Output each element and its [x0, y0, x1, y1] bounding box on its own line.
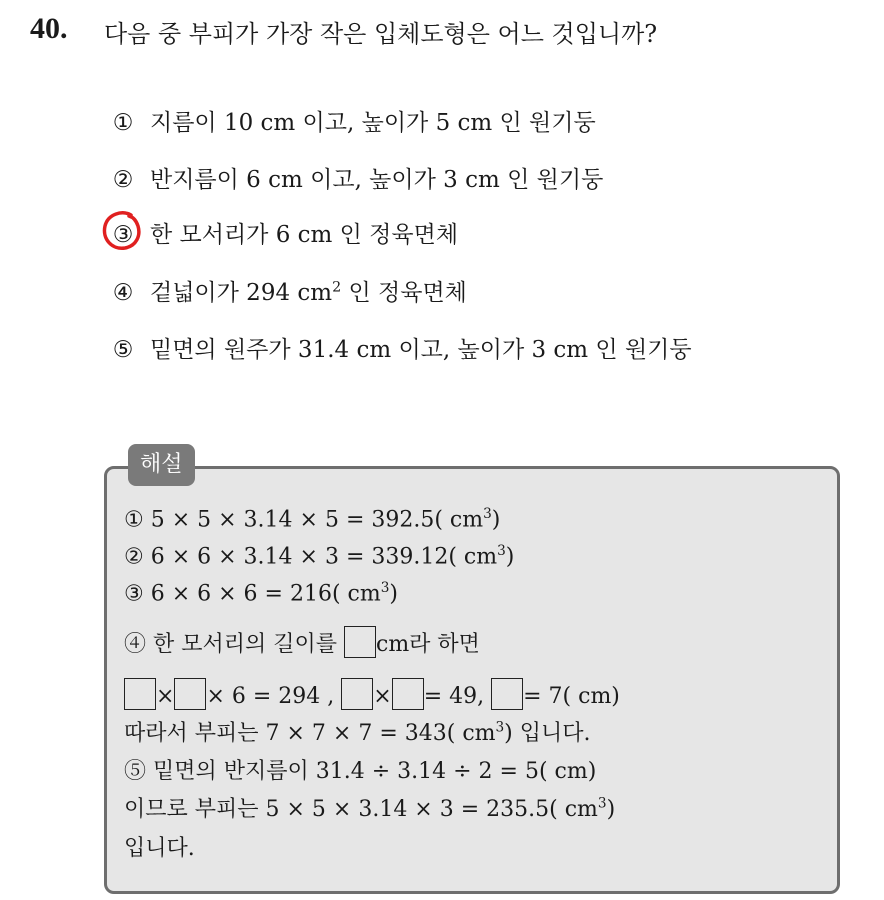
- solution-line-6-sup: 3: [495, 719, 505, 736]
- solution-line-3-text: ③ 6 × 6 × 6 = 216( cm: [124, 581, 381, 607]
- choice-2[interactable]: [108, 161, 603, 194]
- choice-1-text: 지름이 10 cm 이고, 높이가 5 cm 인 원기둥: [150, 110, 596, 136]
- question-text: 다음 중 부피가 가장 작은 입체도형은 어느 것입니까?: [104, 20, 658, 48]
- solution-line-9: [124, 831, 195, 862]
- solution-line-8-sup: 3: [597, 795, 607, 812]
- choice-3[interactable]: [108, 216, 458, 249]
- choice-2-text: 반지름이 6 cm 이고, 높이가 3 cm 인 원기둥: [150, 167, 604, 193]
- blank-box: [491, 678, 523, 710]
- solution-line-4-pre: ④ 한 모서리의 길이를: [124, 632, 344, 657]
- solution-line-4: [124, 626, 480, 658]
- choice-4-mark: ④: [112, 280, 134, 306]
- solution-line-5-seg3: ×: [373, 684, 392, 709]
- solution-line-5-seg2: × 6 = 294 ,: [206, 684, 335, 709]
- choice-3-text: 한 모서리가 6 cm 인 정육면체: [150, 222, 459, 248]
- choice-5-text: 밑면의 원주가 31.4 cm 이고, 높이가 3 cm 인 원기둥: [150, 337, 692, 363]
- choice-2-mark: ②: [112, 167, 134, 193]
- solution-line-2-text: ② 6 × 6 × 3.14 × 3 = 339.12( cm: [124, 544, 498, 570]
- choice-4-sup: 2: [332, 279, 342, 296]
- solution-line-3-sup: 3: [380, 580, 390, 596]
- choice-3-mark: ③: [112, 222, 134, 248]
- solution-line-9-text: 입니다.: [124, 836, 195, 861]
- blank-box: [174, 678, 206, 710]
- blank-box: [124, 678, 156, 710]
- solution-line-3-after: ): [389, 581, 398, 607]
- choice-1[interactable]: [108, 104, 596, 137]
- solution-line-2-after: ): [505, 544, 515, 570]
- solution-line-3: [124, 580, 398, 606]
- choice-5-mark: ⑤: [112, 337, 134, 363]
- solution-line-6-text: 따라서 부피는 7 × 7 × 7 = 343( cm: [124, 721, 496, 746]
- solution-line-1-after: ): [491, 507, 501, 533]
- solution-line-2: [124, 543, 514, 569]
- solution-line-5-seg4: = 49,: [423, 684, 485, 709]
- solution-line-8: [124, 792, 615, 823]
- solution-line-4-post: cm라 하면: [376, 632, 480, 657]
- solution-line-1-sup: 3: [483, 506, 492, 522]
- solution-line-6: [124, 716, 591, 747]
- choice-4[interactable]: [108, 274, 467, 307]
- solution-line-7-text: ⑤ 밑면의 반지름이 31.4 ÷ 3.14 ÷ 2 = 5( cm): [124, 759, 597, 784]
- solution-label: 해설: [128, 444, 195, 486]
- blank-box: [344, 626, 376, 658]
- solution-line-8-after: ): [606, 797, 616, 822]
- solution-line-8-text: 이므로 부피는 5 × 5 × 3.14 × 3 = 235.5( cm: [124, 797, 598, 822]
- question-number: 40.: [30, 12, 68, 45]
- choice-4-after: 인 정육면체: [341, 280, 467, 306]
- solution-line-5-seg1: ×: [156, 684, 175, 709]
- blank-box: [341, 678, 373, 710]
- blank-box: [392, 678, 424, 710]
- solution-line-6-after: ) 입니다.: [504, 721, 591, 746]
- solution-line-1: [124, 506, 500, 532]
- answer-circle-mark: [100, 209, 144, 253]
- choice-4-text: 겉넓이가 294 cm: [150, 280, 333, 306]
- choice-1-mark: ①: [112, 110, 134, 136]
- solution-line-5-seg5: = 7( cm): [523, 684, 620, 709]
- solution-line-5: [124, 678, 620, 710]
- solution-line-1-text: ① 5 × 5 × 3.14 × 5 = 392.5( cm: [124, 507, 484, 533]
- choice-5[interactable]: [108, 331, 692, 364]
- solution-line-2-sup: 3: [497, 543, 506, 559]
- solution-line-7: [124, 754, 596, 785]
